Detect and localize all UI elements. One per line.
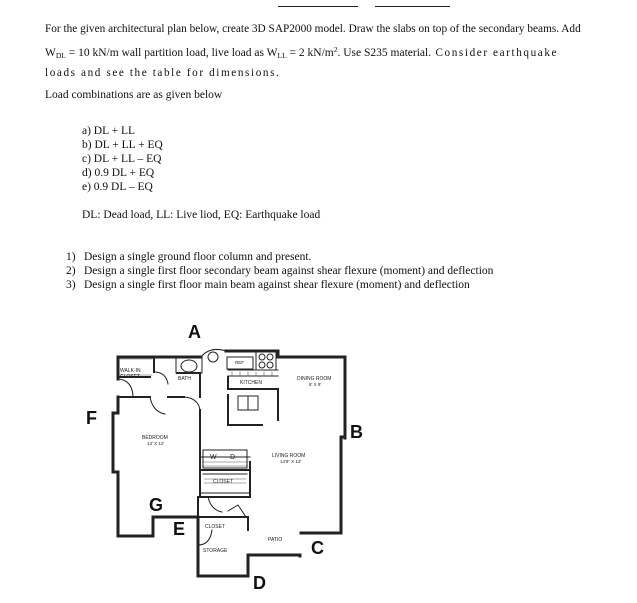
task-text: Design a single first floor main beam against shear flexure (moment) and deflection [84, 279, 470, 291]
storage-label: STORAGE [203, 548, 228, 554]
intro-line-1: For the given architectural plan below, create 3D SAP2000 model. Draw the slabs on top of the secondary beams. Add [45, 23, 581, 35]
dining-dimensions: 8' X 9' [309, 382, 322, 387]
combination-a: a) DL + LL [82, 125, 135, 137]
closet-low-label: CLOSET [205, 524, 226, 530]
task-text: Design a single first floor secondary beam against shear flexure (moment) and deflection [84, 265, 494, 277]
dryer-label: D [230, 454, 236, 461]
squared-superscript: 2 [333, 45, 338, 54]
kitchen-label: KITCHEN [240, 380, 262, 386]
closet-mid-label: CLOSET [213, 479, 234, 485]
washer-label: W [210, 454, 217, 461]
wall-load-text: = 10 kN/m wall partition load, live load as W [65, 47, 278, 59]
axis-label-e: E [173, 519, 186, 539]
dl-subscript: DL [55, 51, 66, 60]
dining-label: DINING ROOM [297, 376, 332, 382]
bath-label: BATH [178, 376, 191, 382]
axis-label-c: C [311, 538, 324, 558]
combination-e: e) 0.9 DL – EQ [82, 181, 153, 193]
combination-b: b) DL + LL + EQ [82, 139, 163, 151]
combination-c: c) DL + LL – EQ [82, 153, 162, 165]
axis-label-a: A [188, 322, 201, 342]
w-symbol: W [45, 47, 56, 59]
living-label: LIVING ROOM [272, 453, 306, 459]
ref-label: REF [235, 360, 244, 365]
bedroom-dimensions: 13' X 12' [147, 441, 165, 446]
material-text: . Use S235 material. [337, 47, 432, 59]
earthquake-text: Consider earthquake [431, 47, 559, 59]
task-number: 1) [66, 251, 76, 263]
axis-label-f: F [86, 408, 97, 428]
task-text: Design a single ground floor column and present. [84, 251, 312, 263]
live-load-text: = 2 kN/m [286, 47, 334, 59]
patio-label: PATIO [268, 537, 283, 543]
axis-label-b: B [350, 422, 363, 442]
axis-label-d: D [253, 573, 266, 593]
walkin-label-2: CLOSET [120, 374, 141, 380]
load-legend: DL: Dead load, LL: Live liod, EQ: Earthquake load [82, 209, 321, 221]
intro-line-3: loads and see the table for dimensions. [45, 67, 281, 79]
task-number: 2) [66, 265, 76, 277]
walkin-label-1: WALK-IN [120, 368, 141, 374]
axis-label-g: G [149, 495, 164, 515]
living-dimensions: 14'8" X 13' [280, 459, 302, 464]
combination-d: d) 0.9 DL + EQ [82, 167, 155, 179]
bedroom-label: BEDROOM [142, 435, 168, 441]
task-number: 3) [66, 279, 76, 291]
intro-line-4: Load combinations are as given below [45, 89, 223, 101]
ll-subscript: LL [277, 51, 287, 60]
